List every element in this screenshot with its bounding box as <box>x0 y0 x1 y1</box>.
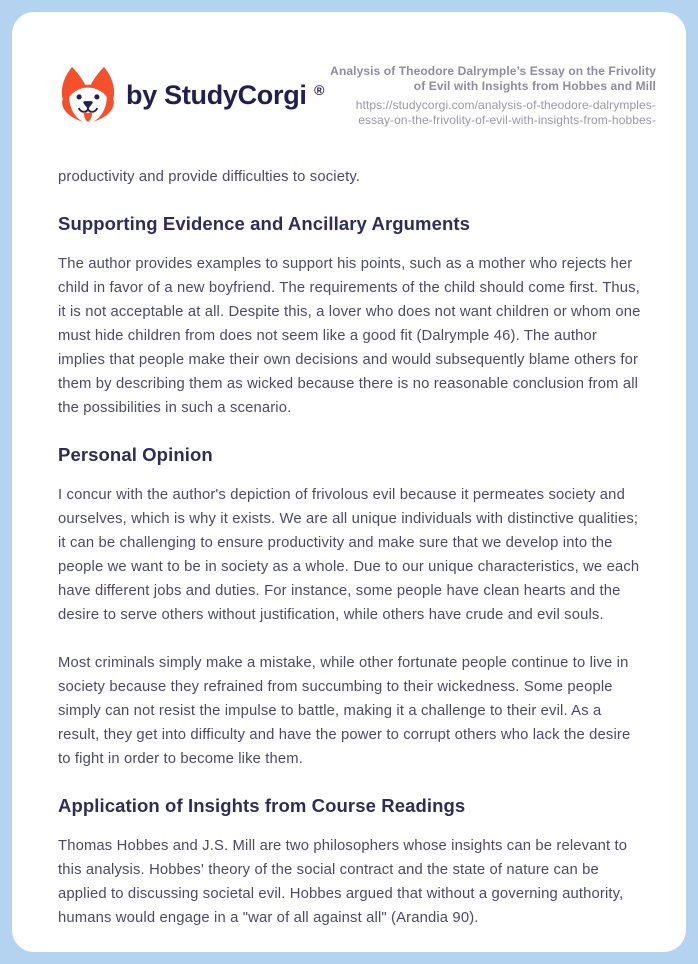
document-header <box>12 12 686 127</box>
document-title <box>330 64 656 94</box>
document-url <box>330 98 656 127</box>
brand <box>58 66 324 126</box>
document-url-line-1: https://studycorgi.com/analysis-of-theodore-dalrymples- <box>355 98 656 112</box>
paragraph: I concur with the author's depiction of frivolous evil because it permeates society and ourselves, which is why it exists. We are all unique individuals with distinctive qualities; it can be challenging to ensure productivity and make sure that we develop into the people we want to be in society as a whole. Due to our unique characteristics, we each have different jobs and duties. For instance, some people have clean hearts and the desire to serve others without justification, while others have crude and evil souls. <box>58 487 640 623</box>
document-card <box>12 12 686 952</box>
document-title-line-1: Analysis of Theodore Dalrymple’s Essay on the Frivolity <box>330 64 656 78</box>
paragraph: The author provides examples to support his points, such as a mother who rejects her child in favor of a new boyfriend. The requirements of the child should come first. Thus, it is not acceptable at all. Despite this, a lover who does not want children or whom one must hide children from does not seem like a good fit (Dalrymple 46). The author implies that people make their own decisions and would subsequently blame others for them by describing them as wicked because there is no reasonable conclusion from all the possibilities in such a scenario. <box>58 256 641 416</box>
registered-trademark-icon: ® <box>314 82 325 98</box>
document-title-line-2: of Evil with Insights from Hobbes and Mill <box>413 79 656 93</box>
corgi-logo-icon <box>58 66 118 126</box>
paragraph: Most criminals simply make a mistake, while other fortunate people continue to live in society because they refrained from succumbing to their wickedness. Some people simply can not resist the impulse to battle, making it a challenge to their evil. As a result, they get into difficulty and have the power to corrupt others who lack the desire to fight in order to become like them. <box>58 655 631 767</box>
brand-wordmark: by StudyCorgi <box>126 80 307 110</box>
paragraph: Thomas Hobbes and J.S. Mill are two philosophers whose insights can be relevant to this analysis. Hobbes' theory of the social contract and the state of nature can be applied to discussing societal evil. Hobbes argued that without a governing authority, humans would engage in a "war of all against all" (Arandia 90). <box>58 838 628 926</box>
section-heading-application-insights: Application of Insights from Course Readings <box>58 795 466 816</box>
paragraph-continuation: productivity and provide difficulties to society. <box>58 169 361 185</box>
brand-wordmark-group <box>126 80 324 111</box>
document-meta <box>330 64 656 127</box>
section-heading-personal-opinion: Personal Opinion <box>58 444 213 465</box>
section-heading-supporting-evidence: Supporting Evidence and Ancillary Arguments <box>58 213 471 234</box>
document-url-line-2: essay-on-the-frivolity-of-evil-with-insights-from-hobbes- <box>358 112 656 127</box>
document-body <box>12 127 686 930</box>
